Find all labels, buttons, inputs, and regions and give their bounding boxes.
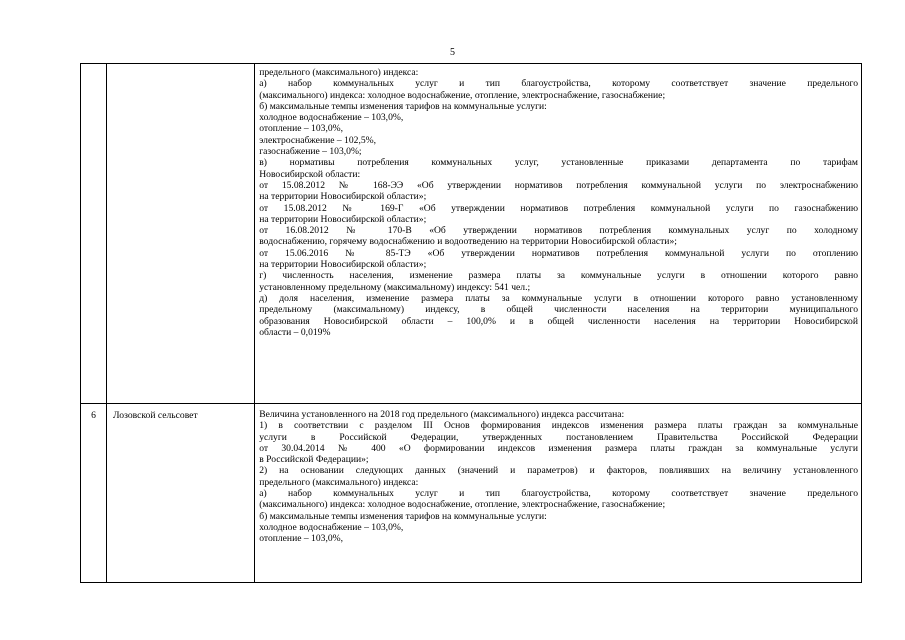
text-line: в) нормативы потребления коммунальных услуг, установленные приказами департамента по тарифам xyxy=(259,157,858,169)
text-line: от 15.08.2012 № 169-Г «Об утверждении нормативов потребления коммунальной услуги по газоснабжению xyxy=(259,202,858,214)
text-line: Новосибирской области: xyxy=(259,168,361,180)
text-line: а) набор коммунальных услуг и тип благоустройства, которому соответствует значение предельного xyxy=(259,488,858,500)
text-line: 2) на основании следующих данных (значений и параметров) и факторов, повлиявших на величину установленного xyxy=(259,465,858,477)
municipality-name-cell xyxy=(107,64,255,404)
text-line: газоснабжение – 103,0%; xyxy=(259,146,362,158)
text-line: в Российской Федерации»; xyxy=(259,454,369,466)
calculation-text-cell xyxy=(255,64,862,404)
text-line: предельному (максимальному) индексу, в общей численности населения на территории муниципального xyxy=(259,304,858,316)
text-line: установленному предельному (максимальному) индексу: 541 чел.; xyxy=(259,281,531,293)
text-line: от 15.08.2012 № 168-ЭЭ «Об утверждении нормативов потребления коммунальной услуги по электроснабжению xyxy=(259,179,858,191)
text-line: Величина установленного на 2018 год предельного (максимального) индекса рассчитана: xyxy=(259,409,625,420)
text-line: а) набор коммунальных услуг и тип благоустройства, которому соответствует значение предельного xyxy=(259,78,858,90)
text-line: на территории Новосибирской области»; xyxy=(259,191,427,203)
row-number-cell xyxy=(81,64,107,404)
text-line: (максимального) индекса: холодное водоснабжение, отопление, электроснабжение, газоснабжение; xyxy=(259,89,666,101)
text-line: отопление – 103,0%, xyxy=(259,123,344,135)
text-line: отопление – 103,0%, xyxy=(259,533,344,545)
text-line: от 30.04.2014 № 400 «О формировании индексов изменения размера платы граждан за коммунальные услуги xyxy=(259,442,858,454)
text-line: б) максимальные темпы изменения тарифов на коммунальные услуги: xyxy=(259,100,547,112)
text-line: 1) в соответствии с разделом III Основ формирования индексов изменения размера платы граждан за коммунальные xyxy=(259,420,858,432)
text-line: г) численность населения, изменение размера платы за коммунальные услуги в отношении которого равно xyxy=(259,270,858,282)
municipality-name-cell: Лозовской сельсовет xyxy=(107,404,255,583)
page-number: 5 xyxy=(450,47,455,58)
text-line: области – 0,019% xyxy=(259,326,331,338)
calculation-text-cell xyxy=(255,404,862,583)
text-line: б) максимальные темпы изменения тарифов на коммунальные услуги: xyxy=(259,510,547,522)
text-line: на территории Новосибирской области»; xyxy=(259,213,427,225)
text-line: на территории Новосибирской области»; xyxy=(259,259,427,271)
text-line: (максимального) индекса: холодное водоснабжение, отопление, электроснабжение, газоснабжение; xyxy=(259,499,666,511)
table-row xyxy=(81,404,862,583)
row-number-cell: 6 xyxy=(81,404,107,583)
text-line: предельного (максимального) индекса: xyxy=(259,67,419,78)
text-line: д) доля населения, изменение размера платы за коммунальные услуги в отношении которого равно установленному xyxy=(259,292,858,304)
index-table xyxy=(80,63,862,583)
table-row xyxy=(81,64,862,404)
text-line: электроснабжение – 102,5%, xyxy=(259,134,377,146)
text-line: от 15.06.2016 № 85-ТЭ «Об утверждении нормативов потребления коммунальной услуги по отоплению xyxy=(259,247,858,259)
text-line: холодное водоснабжение – 103,0%, xyxy=(259,521,404,533)
text-line: образования Новосибирской области – 100,0% и в общей численности населения на территории Новосибирской xyxy=(259,315,858,327)
text-line: услуги в Российской Федерации, утвержденных постановлением Правительства Российской Федерации xyxy=(259,431,858,443)
text-line: холодное водоснабжение – 103,0%, xyxy=(259,112,404,124)
text-line: предельного (максимального) индекса: xyxy=(259,476,419,488)
text-line: от 16.08.2012 № 170-В «Об утверждении нормативов потребления коммунальных услуг по холодному xyxy=(259,225,858,237)
text-line: водоснабжению, горячему водоснабжению и водоотведению на территории Новосибирской области»; xyxy=(259,236,677,248)
